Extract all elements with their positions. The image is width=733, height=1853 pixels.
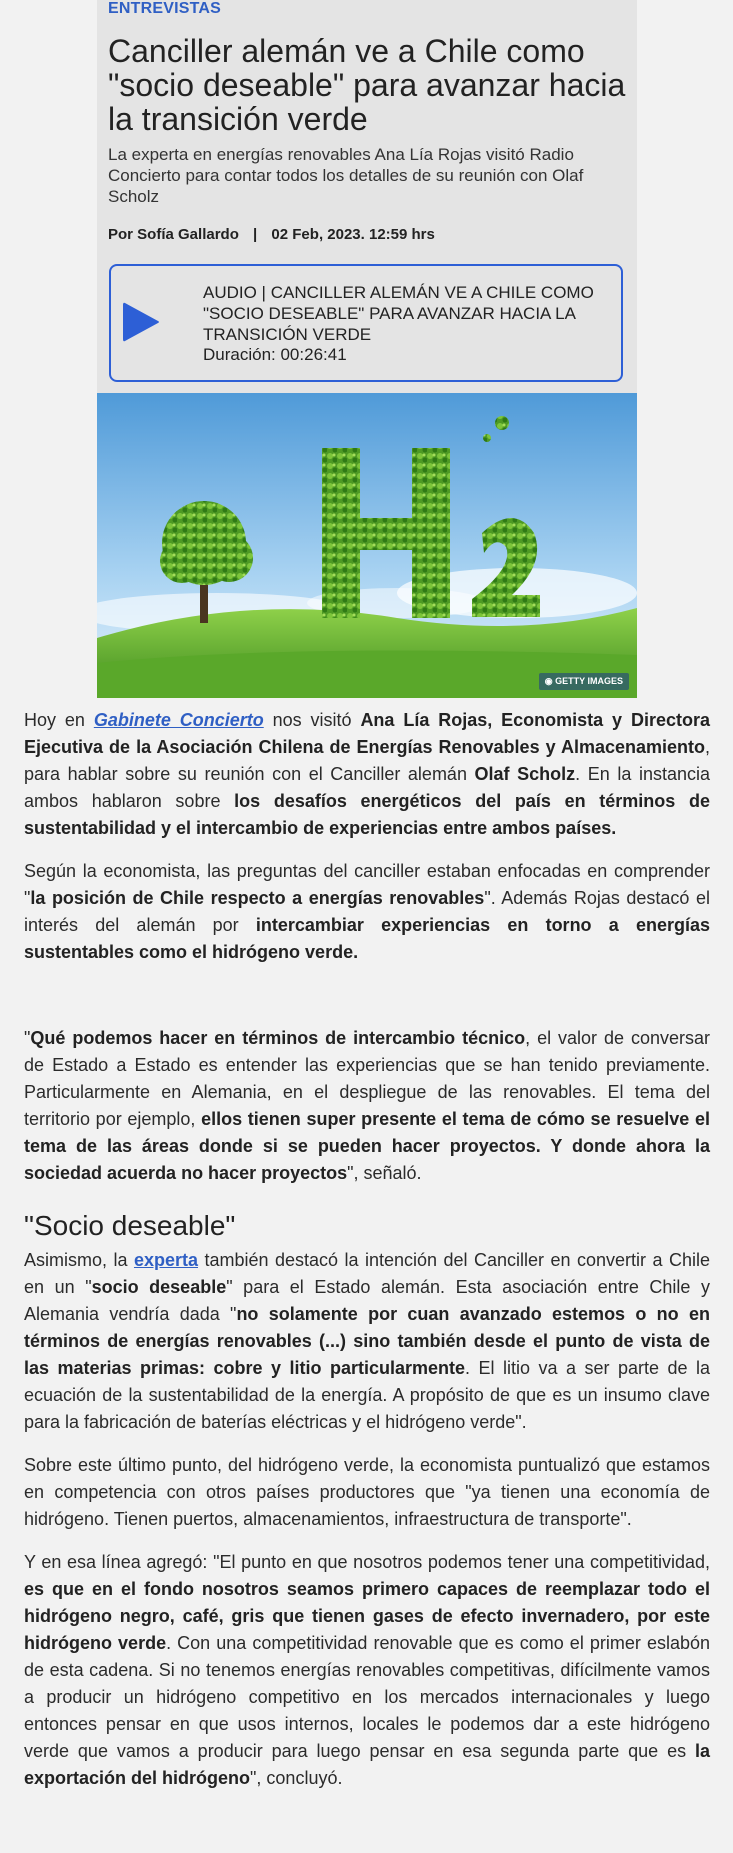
text: . Con una competitividad renovable que es como el primer eslabón de esta cadena. Si no tenemos energías renovables competitivas, difícilmente vamos a producir un hidrógeno competitivo en los mercados internacionales y luego entonces pensar en que usos internos, locales le podemos dar a este hidrógeno verde que vamos a producir para luego pensar en esa segunda parte que es [24, 1633, 710, 1761]
text: . El litio va a ser parte de la ecuación de la sustentabilidad de la energía. A propósito de que es un insumo clave para la fabricación de baterías eléctricas y el hidrógeno verde". [24, 1358, 710, 1432]
text: Asimismo, la [24, 1250, 134, 1270]
paragraph-4 [24, 1247, 710, 1436]
byline [108, 226, 435, 243]
section-label[interactable]: ENTREVISTAS [108, 0, 222, 17]
audio-duration: Duración: 00:26:41 [203, 345, 347, 364]
bold-text: es que en el fondo nosotros seamos primero capaces de reemplazar todo el hidrógeno negro, café, gris que tienen gases de efecto invernadero, por este hidrógeno verde [24, 1579, 710, 1653]
bold-text: Olaf Scholz [474, 764, 576, 784]
paragraph-2 [24, 858, 710, 966]
publish-date: 02 Feb, 2023. 12:59 hrs [271, 226, 435, 243]
bold-text: ellos tienen super presente el tema de cómo se resuelve el tema de las áreas donde si se pueden hacer proyectos. Y donde ahora la sociedad acuerda no hacer proyectos [24, 1109, 710, 1183]
audio-player[interactable] [109, 264, 623, 382]
paragraph-3 [24, 1025, 710, 1187]
hero-image [97, 393, 637, 698]
experta-link[interactable]: experta [133, 1250, 199, 1270]
text: ". Además Rojas destacó el interés del alemán por [24, 888, 710, 935]
bold-text: la exportación del hidrógeno [24, 1741, 710, 1788]
article-body [24, 707, 710, 1808]
text: ", señaló. [347, 1163, 422, 1183]
hydrogen-illustration [97, 393, 637, 698]
byline-separator: | [253, 226, 258, 243]
bold-text: la posición de Chile respecto a energías renovables [30, 888, 485, 908]
paragraph-1 [24, 707, 710, 842]
bold-text: Ana Lía Rojas, Economista y Directora Ejecutiva de la Asociación Chilena de Energías Renovables y Almacenamiento [24, 710, 710, 757]
text: Y en esa línea agregó: "El punto en que nosotros podemos tener una competitividad, [24, 1552, 710, 1572]
image-credit-text: GETTY IMAGES [555, 676, 623, 686]
text: Según la economista, las preguntas del canciller estaban enfocadas en comprender " [24, 861, 710, 908]
paragraph-5: Sobre este último punto, del hidrógeno verde, la economista puntualizó que estamos en competencia con otros países productores que "ya tienen una economía de hidrógeno. Tienen puertos, almacenamientos, infraestructura de transporte". [24, 1455, 710, 1529]
subheading: "Socio deseable" [24, 1210, 236, 1241]
text: también destacó la intención del Canciller en convertir a Chile en un " [24, 1250, 710, 1297]
text: " para el Estado alemán. Esta asociación entre Chile y Alemania vendría dada " [24, 1277, 710, 1324]
text: , para hablar sobre su reunión con el Canciller alemán [24, 737, 710, 784]
headline: Canciller alemán ve a Chile como "socio deseable" para avanzar hacia la transición verde [108, 33, 626, 137]
text: . En la instancia ambos hablaron sobre [24, 764, 710, 811]
bold-text: socio deseable [91, 1277, 227, 1297]
bold-text: no solamente por cuan avanzado estemos o no en términos de energías renovables (...) sino también desde el punto de vista de las materias primas: cobre y litio particularmente [24, 1304, 710, 1378]
image-credit [539, 673, 629, 690]
camera-icon: ◉ [544, 676, 553, 686]
spacer [24, 982, 710, 1025]
text: , el valor de conversar de Estado a Estado es entender las experiencias que se han tenido previamente. Particularmente en Alemania, en el despliegue de las renovables. El tema del territorio por ejemplo, [24, 1028, 710, 1129]
paragraph-6 [24, 1549, 710, 1792]
text: nos visitó [263, 710, 361, 730]
bold-text: intercambiar experiencias en torno a energías sustentables como el hidrógeno verde. [24, 915, 710, 962]
text: ", concluyó. [250, 1768, 343, 1788]
gabinete-concierto-link[interactable]: Gabinete Concierto [93, 710, 264, 730]
subhead: La experta en energías renovables Ana Lía Rojas visitó Radio Concierto para contar todos los detalles de su reunión con Olaf Scholz [108, 145, 584, 206]
play-icon[interactable] [121, 300, 161, 344]
text: Hoy en [24, 710, 94, 730]
audio-title: AUDIO | CANCILLER ALEMÁN VE A CHILE COMO "SOCIO DESEABLE" PARA AVANZAR HACIA LA TRANSICIÓN VERDE [203, 283, 594, 344]
text: " [24, 1028, 31, 1048]
bold-text: los desafíos energéticos del país en términos de sustentabilidad y el intercambio de experiencias entre ambos países. [24, 791, 710, 838]
author: Por Sofía Gallardo [108, 226, 239, 243]
bold-text: Qué podemos hacer en términos de intercambio técnico [30, 1028, 526, 1048]
